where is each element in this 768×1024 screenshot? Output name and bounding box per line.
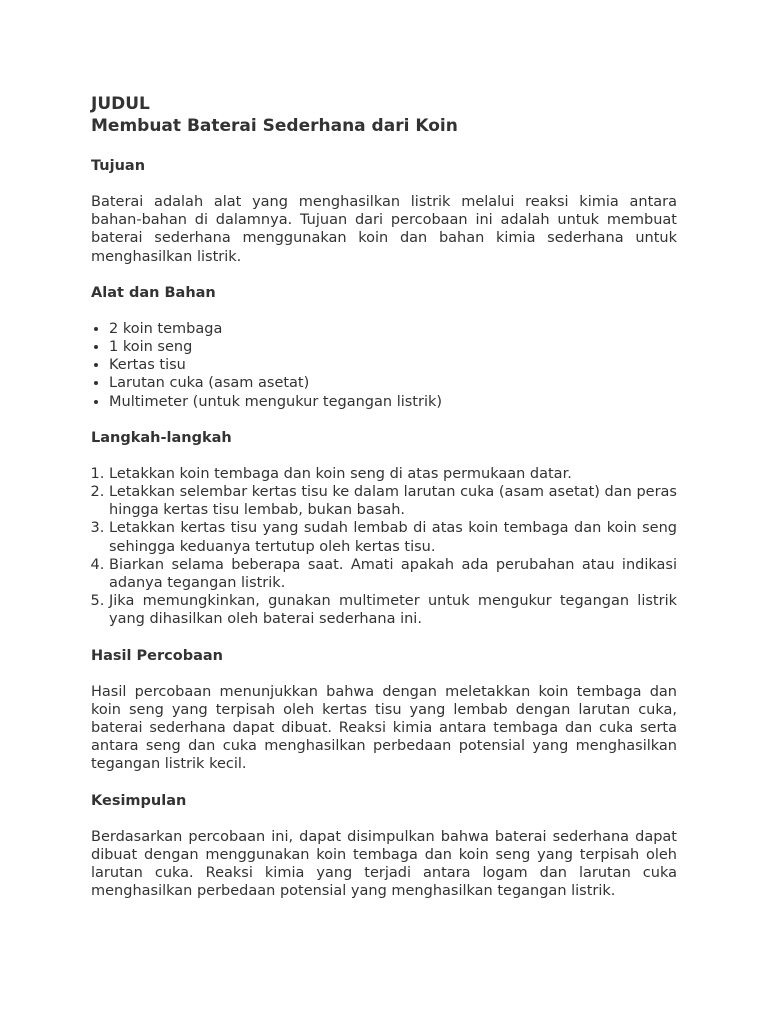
list-item: 5. Jika memungkinkan, gunakan multimeter untuk mengukur tegangan listrik yang dihasilkan oleh baterai sederhana ini. bbox=[109, 592, 677, 628]
list-item: • 2 koin tembaga bbox=[109, 320, 677, 338]
paragraph-kesimpulan: Berdasarkan percobaan ini, dapat disimpulkan bahwa baterai sederhana dapat dibuat dengan menggunakan koin tembaga dan koin seng yang terpisah oleh larutan cuka. Reaksi kimia yang terjadi antara logam dan larutan cuka menghasilkan perbedaan potensial yang menghasilkan tegangan listrik. bbox=[91, 828, 677, 900]
heading-langkah: Langkah-langkah bbox=[91, 429, 232, 446]
list-item: 1. Letakkan koin tembaga dan koin seng di atas permukaan datar. bbox=[109, 465, 677, 483]
list-item: 2. Letakkan selembar kertas tisu ke dalam larutan cuka (asam asetat) dan peras hingga kertas tisu lembab, bukan basah. bbox=[109, 483, 677, 519]
list-item: • Larutan cuka (asam asetat) bbox=[109, 374, 677, 392]
list-item: • Multimeter (untuk mengukur tegangan listrik) bbox=[109, 393, 677, 411]
list-item: • 1 koin seng bbox=[109, 338, 677, 356]
doc-subtitle: Membuat Baterai Sederhana dari Koin bbox=[91, 116, 458, 136]
paragraph-tujuan: Baterai adalah alat yang menghasilkan listrik melalui reaksi kimia antara bahan-bahan di dalamnya. Tujuan dari percobaan ini adalah untuk membuat baterai sederhana menggunakan koin dan bahan kimia sederhana untuk menghasilkan listrik. bbox=[91, 194, 677, 265]
heading-hasil: Hasil Percobaan bbox=[91, 647, 223, 664]
heading-kesimpulan: Kesimpulan bbox=[91, 792, 187, 809]
list-item: 3. Letakkan kertas tisu yang sudah lembab di atas koin tembaga dan koin seng sehingga keduanya tertutup oleh kertas tisu. bbox=[109, 519, 677, 555]
paragraph-hasil: Hasil percobaan menunjukkan bahwa dengan meletakkan koin tembaga dan koin seng yang terpisah oleh kertas tisu yang lembab dengan larutan cuka, baterai sederhana dapat dibuat. Reaksi kimia antara tembaga dan cuka serta antara seng dan cuka menghasilkan perbedaan potensial yang menghasilkan tegangan listrik kecil. bbox=[91, 683, 677, 773]
list-langkah bbox=[91, 465, 677, 629]
list-item: 4. Biarkan selama beberapa saat. Amati apakah ada perubahan atau indikasi adanya tegangan listrik. bbox=[109, 556, 677, 592]
heading-alat-bahan: Alat dan Bahan bbox=[91, 284, 216, 301]
doc-title: JUDUL bbox=[91, 94, 150, 114]
list-alat-bahan bbox=[91, 320, 677, 411]
list-item: • Kertas tisu bbox=[109, 356, 677, 374]
heading-tujuan: Tujuan bbox=[91, 158, 146, 174]
